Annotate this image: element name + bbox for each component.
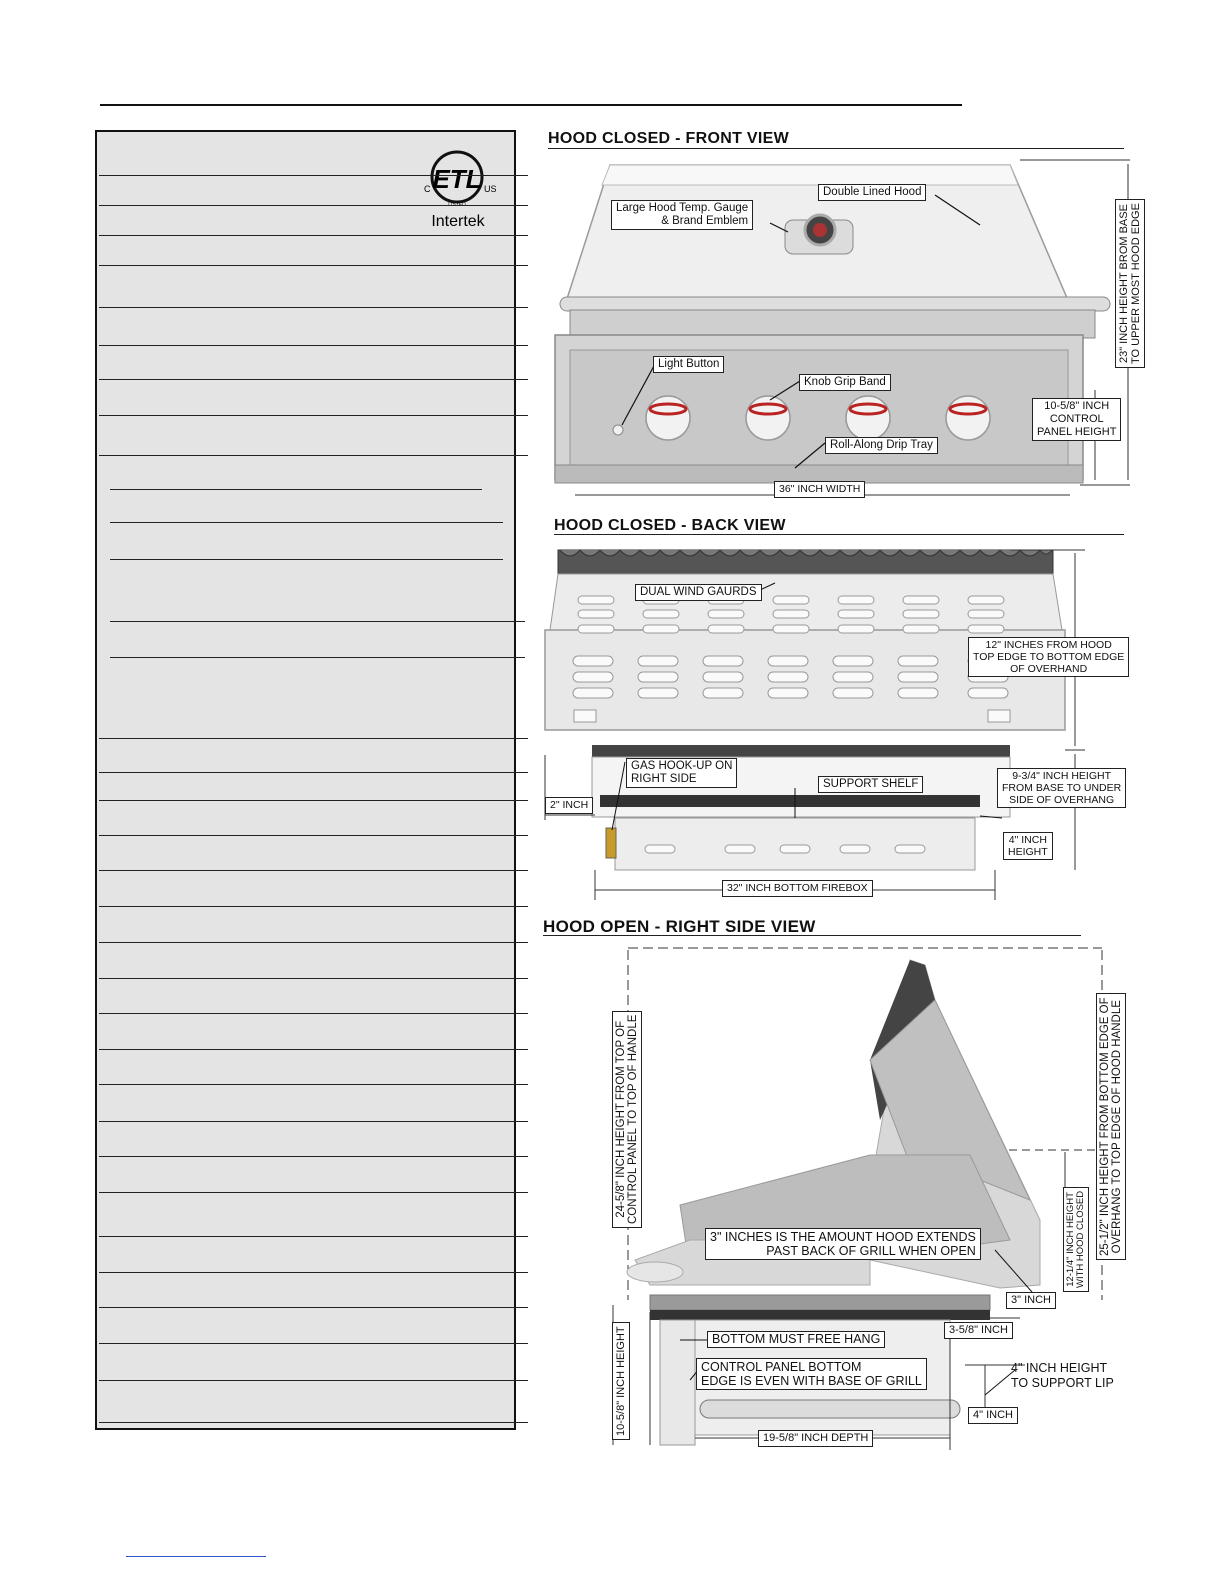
callout-drip-tray: Roll-Along Drip Tray [825, 437, 938, 454]
control-knob-3 [846, 396, 890, 440]
specification-panel [95, 130, 516, 1430]
callout-gauge: Large Hood Temp. Gauge & Brand Emblem [611, 200, 753, 230]
hood-handle-side [627, 1262, 683, 1282]
callout-three-five-eighths: 3-5/8" INCH [944, 1322, 1013, 1339]
spec-row-line [99, 1380, 528, 1381]
back-view-rule [554, 534, 1124, 535]
spec-row-line [99, 1343, 528, 1344]
spec-row-line [99, 870, 528, 871]
spec-subrow-line [110, 522, 503, 523]
callout-panel-height: 10-5/8" INCH CONTROL PANEL HEIGHT [1032, 398, 1121, 441]
callout-light-button: Light Button [653, 356, 724, 373]
callout-knob-grip: Knob Grip Band [799, 374, 891, 391]
callout-firebox: 32" INCH BOTTOM FIREBOX [722, 880, 873, 897]
spec-row-line [99, 1272, 528, 1273]
callout-free-hang: BOTTOM MUST FREE HANG [707, 1331, 885, 1348]
front-view-title: HOOD CLOSED - FRONT VIEW [548, 130, 789, 147]
spec-subrow-line [110, 489, 482, 490]
spec-row-line [99, 205, 528, 206]
callout-support-lip: 4" INCH HEIGHT TO SUPPORT LIP [1011, 1361, 1114, 1390]
spec-row-line [99, 345, 528, 346]
callout-support-shelf: SUPPORT SHELF [818, 776, 923, 793]
callout-closed-height: 12-1/4" INCH HEIGHT WITH HOOD CLOSED [1063, 1187, 1089, 1292]
burner-tube [700, 1400, 960, 1418]
spec-row-line [99, 1084, 528, 1085]
etl-mark-text: ETL [432, 164, 482, 194]
spec-row-line [99, 1121, 528, 1122]
spec-row-line [99, 1236, 528, 1237]
spec-row-line [99, 800, 528, 801]
callout-hood-extends: 3" INCHES IS THE AMOUNT HOOD EXTENDS PAST BACK OF GRILL WHEN OPEN [705, 1228, 981, 1260]
callout-panel-height-side: 10-5/8" INCH HEIGHT [612, 1322, 630, 1440]
spec-row-line [99, 772, 528, 773]
light-button-icon [613, 425, 623, 435]
header-rule [100, 104, 962, 106]
callout-wind-guards: DUAL WIND GAURDS [635, 584, 762, 601]
callout-double-hood: Double Lined Hood [818, 184, 926, 201]
etl-right-text: US [484, 184, 497, 194]
spec-subrow-line [110, 657, 525, 658]
hood-handle [560, 297, 1110, 311]
spec-row-line [99, 415, 528, 416]
callout-four-inch: 4" INCH HEIGHT [1003, 832, 1053, 860]
etl-listed-text: LISTED [448, 202, 466, 208]
callout-depth: 19-5/8" INCH DEPTH [758, 1430, 873, 1447]
spec-row-line [99, 906, 528, 907]
control-knob-2 [746, 396, 790, 440]
spec-row-line [99, 1307, 528, 1308]
support-shelf [615, 818, 975, 870]
etl-logo-icon [422, 144, 512, 234]
etl-left-text: C [424, 184, 431, 194]
spec-row-line [99, 942, 528, 943]
spec-row-line [99, 379, 528, 380]
spec-row-line [99, 455, 528, 456]
control-knob-1 [646, 396, 690, 440]
grill-top-edge [650, 1310, 990, 1320]
spec-row-line [99, 1049, 528, 1050]
spec-row-line [99, 265, 528, 266]
control-knob-4 [946, 396, 990, 440]
spec-row-line [99, 1422, 528, 1423]
spec-row-line [99, 1192, 528, 1193]
spec-row-line [99, 1156, 528, 1157]
spec-row-line [99, 1013, 528, 1014]
callout-right-height: 25-1/2" INCH HEIGHT FROM BOTTOM EDGE OF OVERHANG TO TOP EDGE OF HOOD HANDLE [1096, 993, 1126, 1260]
spec-subrow-line [110, 621, 525, 622]
spec-subrow-line [110, 559, 503, 560]
callout-two-inch: 2" INCH [545, 797, 593, 814]
etl-certification-mark [422, 144, 512, 234]
gas-hookup-fitting [606, 828, 616, 858]
callout-panel-edge: CONTROL PANEL BOTTOM EDGE IS EVEN WITH BASE OF GRILL [696, 1358, 927, 1390]
callout-three-inch: 3" INCH [1006, 1292, 1056, 1309]
spec-row-line [99, 978, 528, 979]
spec-row-line [99, 307, 528, 308]
callout-left-height: 24-5/8" INCH HEIGHT FROM TOP OF CONTROL PANEL TO TOP OF HANDLE [612, 1011, 642, 1228]
callout-four-inch-side: 4" INCH [968, 1407, 1018, 1424]
side-view-title: HOOD OPEN - RIGHT SIDE VIEW [543, 917, 816, 936]
spec-row-line [99, 175, 528, 176]
spec-row-line [99, 738, 528, 739]
callout-total-height: 23" INCH HEIGHT BROM BASE TO UPPER MOST HOOD EDGE [1115, 199, 1145, 368]
callout-width: 36" INCH WIDTH [774, 481, 865, 498]
etl-lab-name: Intertek [431, 213, 485, 230]
callout-gas-hookup: GAS HOOK-UP ON RIGHT SIDE [626, 758, 737, 788]
control-panel-side [660, 1320, 695, 1445]
firebox-top-lip [592, 745, 1010, 757]
spec-row-line [99, 235, 528, 236]
spec-row-line [99, 835, 528, 836]
side-view-rule [543, 935, 1081, 936]
callout-base-height: 9-3/4" INCH HEIGHT FROM BASE TO UNDER SIDE OF OVERHANG [997, 768, 1126, 808]
front-view-rule [548, 148, 1124, 149]
callout-overhang: 12" INCHES FROM HOOD TOP EDGE TO BOTTOM EDGE OF OVERHAND [968, 637, 1129, 677]
footer-link-underline[interactable] [126, 1556, 266, 1557]
back-view-title: HOOD CLOSED - BACK VIEW [554, 517, 786, 534]
